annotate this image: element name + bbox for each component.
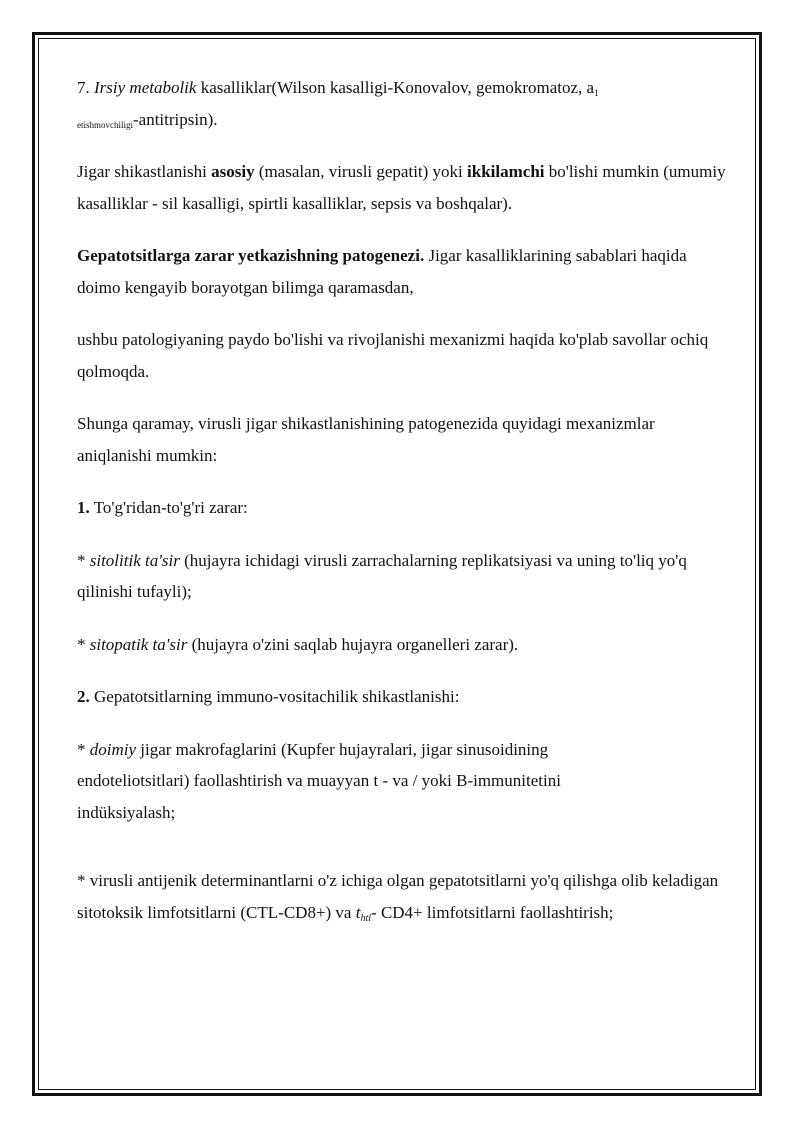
section-heading: Gepatotsitlarga zarar yetkazishning patogenezi. xyxy=(77,246,425,265)
paragraph-text: endoteliotsitlari) faollashtirish va muayyan t - va / yoki B-immunitetini xyxy=(77,771,561,790)
paragraph-open-questions: ushbu patologiyaning paydo bo'lishi va rivojlanishi mexanizmi haqida ko'plab savollar ochiq qolmoqda. xyxy=(77,330,709,381)
paragraph-text: To'g'ridan-to'g'ri zarar: xyxy=(89,498,248,517)
paragraph-text: Jigar kasalliklarining sabablari haqida doimo kengayib borayotgan bilimga qaramasdan, xyxy=(77,246,687,297)
italic-term: sitopatik ta'sir xyxy=(89,634,188,654)
paragraph-text: Gepatotsitlarning immuno-vositachilik shikastlanishi: xyxy=(89,687,460,706)
italic-term: Irsiy metabolik xyxy=(94,78,197,97)
paragraph-text: kasalliklar(Wilson kasalligi-Konovalov, gemokromatoz, a xyxy=(196,78,595,97)
italic-term: doimiy xyxy=(89,739,137,759)
paragraph-text: bo'lishi mumkin (umumiy kasalliklar - sil kasalligi, spirtli kasalliklar, sepsis va boshqalar). xyxy=(77,162,726,213)
small-text: etishmovchiligi xyxy=(77,119,133,130)
bullet-marker: * xyxy=(77,634,90,654)
paragraph-text: * virusli antijenik determinantlarni o'z ichiga olgan gepatotsitlarni yo'q qilishga olib keladigan sitotoksik limfotsitlarni (CTL-CD8+) va xyxy=(77,871,719,922)
bold-term: asosiy xyxy=(211,162,255,181)
item-number: 7. xyxy=(77,78,94,97)
paragraph-text: (hujayra ichidagi virusli zarrachalarning replikatsiyasi va uning to'liq yo'q qilinishi tufayli); xyxy=(77,550,687,601)
italic-term: sitolitik ta'sir xyxy=(89,550,180,570)
bullet-persistent-activation xyxy=(77,734,727,829)
bullet-cytolytic xyxy=(77,545,727,608)
bullet-cytotoxic-lymphocytes xyxy=(77,865,727,931)
list-number: 1. xyxy=(77,498,90,517)
paragraph-mechanisms-intro: Shunga qaramay, virusli jigar shikastlanishining patogenezida quyidagi mexanizmlar aniqlanishi mumkin: xyxy=(77,414,655,465)
paragraph-text: - CD4+ limfotsitlarni faollashtirish; xyxy=(371,902,614,922)
list-heading-immune-damage xyxy=(77,681,727,713)
paragraph-text: (hujayra o'zini saqlab hujayra organelleri zarar). xyxy=(187,634,519,654)
paragraph-text: indüksiyalash; xyxy=(77,802,176,822)
bullet-marker: * xyxy=(77,550,90,570)
document-body xyxy=(77,72,727,952)
paragraph-pathogenesis-heading xyxy=(77,240,727,303)
subscript: 1 xyxy=(594,88,599,98)
paragraph-hereditary-metabolic xyxy=(77,72,727,135)
paragraph-text: -antitripsin). xyxy=(133,109,218,129)
bold-term: ikkilamchi xyxy=(467,162,545,181)
list-number: 2. xyxy=(77,687,90,706)
paragraph-text: Jigar shikastlanishi xyxy=(77,162,212,181)
list-heading-direct-damage xyxy=(77,492,727,524)
bullet-cytopathic xyxy=(77,629,727,661)
italic-term: t xyxy=(355,902,361,922)
bullet-marker: * xyxy=(77,739,90,759)
paragraph-liver-damage xyxy=(77,156,727,219)
paragraph-text: (masalan, virusli gepatit) yoki xyxy=(254,162,468,181)
paragraph-text: jigar makrofaglarini (Kupfer hujayralari, jigar sinusoidining xyxy=(136,739,549,759)
subscript: htl xyxy=(360,912,372,924)
